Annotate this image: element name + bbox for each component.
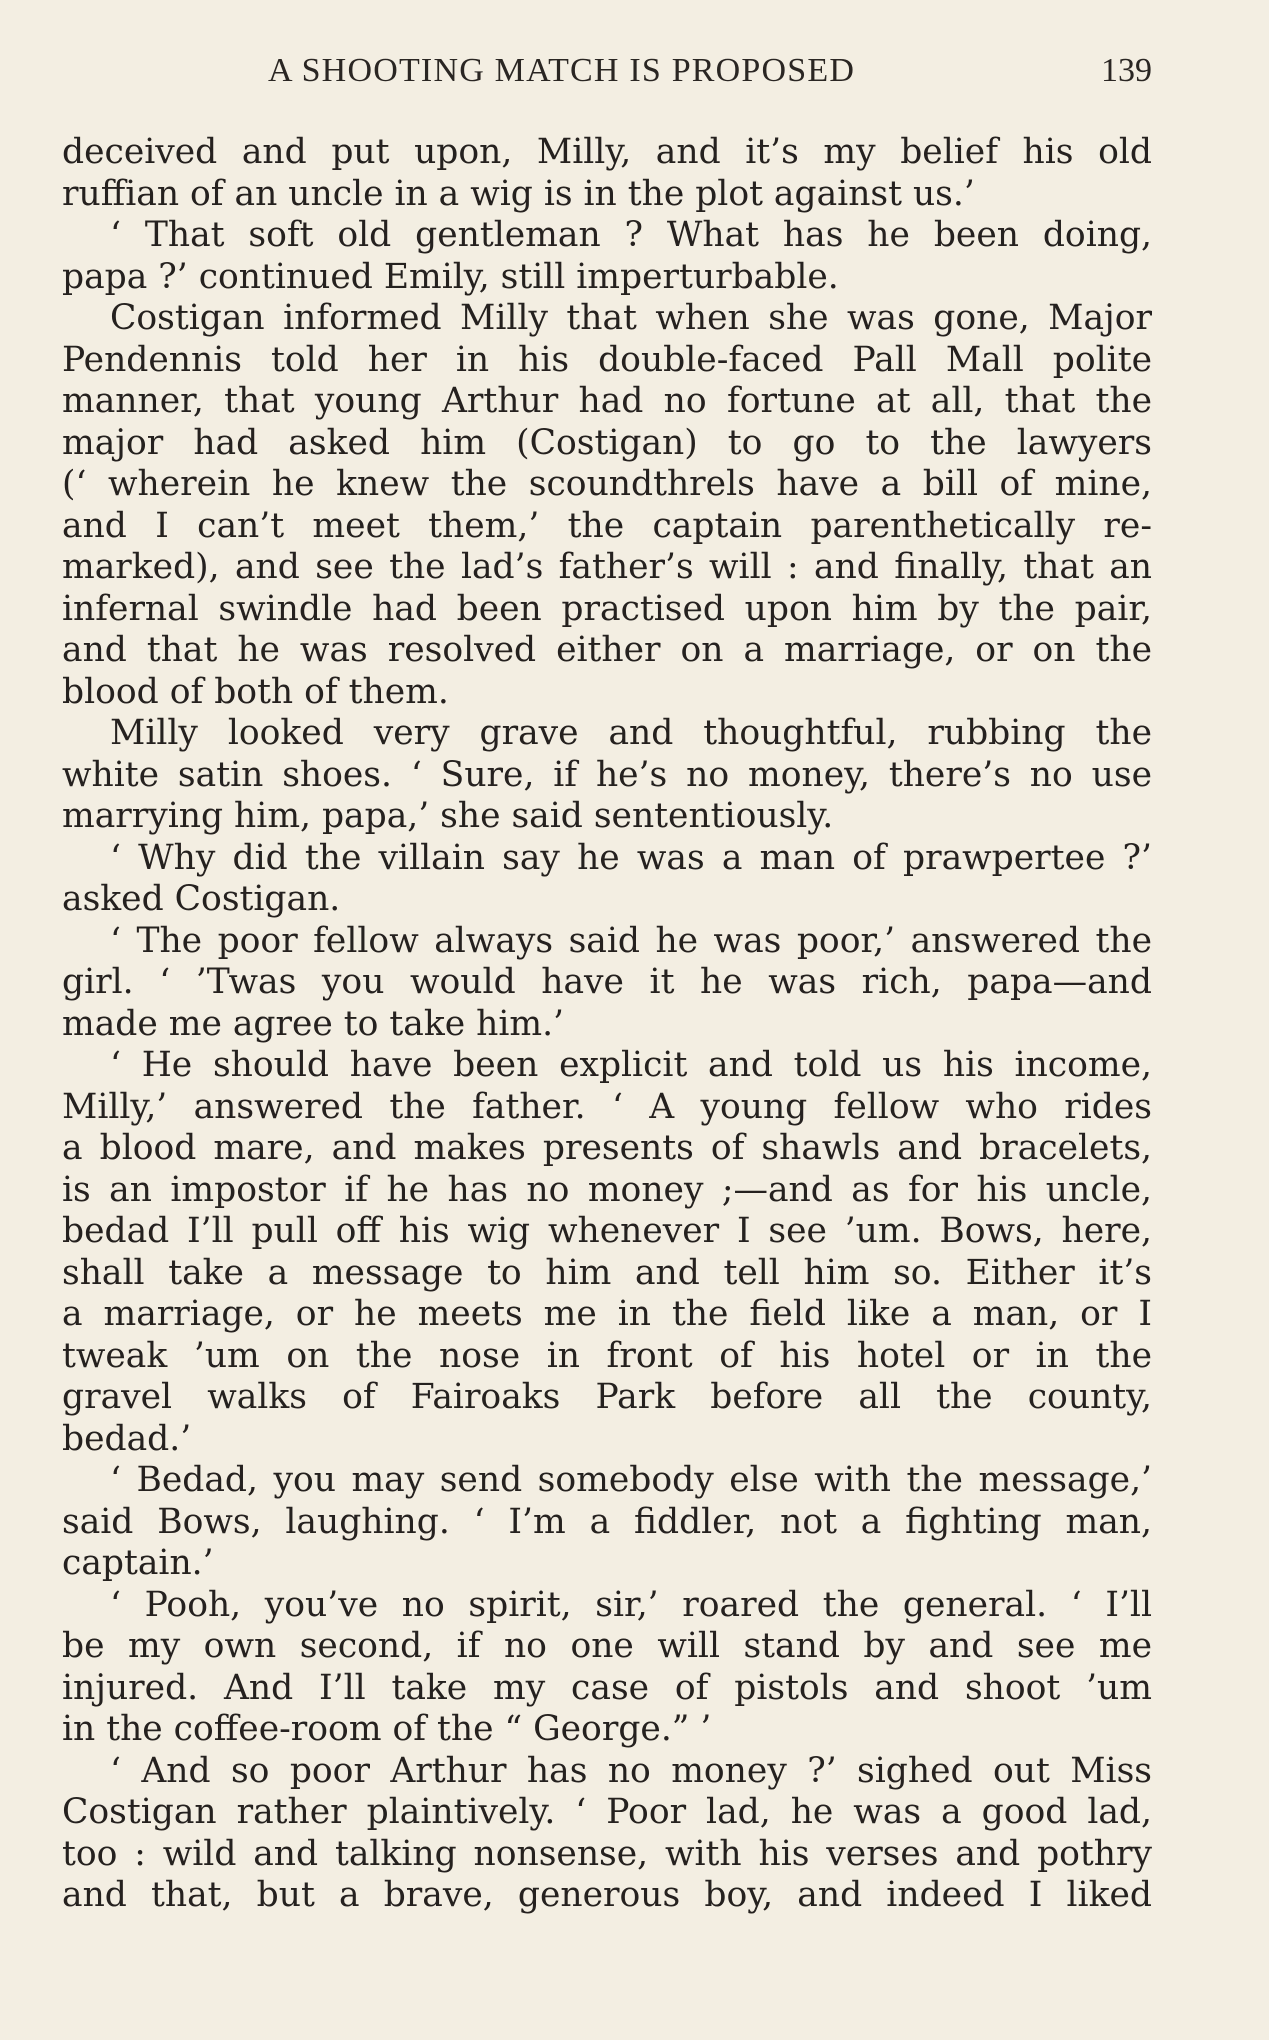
text-line: too : wild and talking nonsense, with his verses and pothry bbox=[62, 1833, 1152, 1874]
text-line: Pendennis told her in his double-faced Pall Mall polite bbox=[62, 339, 1152, 380]
running-title: A SHOOTING MATCH IS PROPOSED bbox=[268, 52, 856, 89]
text-line: Costigan rather plaintively. ‘ Poor lad, he was a good lad, bbox=[62, 1792, 1152, 1832]
text-line: Milly looked very grave and thoughtful, rubbing the bbox=[110, 713, 1152, 753]
text-line: major had asked him (Costigan) to go to the lawyers bbox=[62, 422, 1152, 463]
text-line: blood of both of them. bbox=[62, 671, 449, 712]
body-text bbox=[62, 132, 1152, 1917]
text-line: a blood mare, and makes presents of shawls and bracelets, bbox=[62, 1128, 1152, 1168]
text-line: ‘ He should have been explicit and told us his income, bbox=[110, 1045, 1152, 1085]
text-line: ‘ The poor fellow always said he was poor,’ answered the bbox=[110, 920, 1152, 961]
text-line: in the coffee-room of the “ George.” ’ bbox=[62, 1709, 712, 1749]
text-line: ‘ Pooh, you’ve no spirit, sir,’ roared the general. ‘ I’ll bbox=[110, 1584, 1152, 1625]
text-line: made me agree to take him.’ bbox=[62, 1003, 565, 1044]
text-line: and that he was resolved either on a marriage, or on the bbox=[62, 630, 1152, 670]
text-line: tweak ’um on the nose in front of his hotel or in the bbox=[62, 1335, 1152, 1376]
text-line: deceived and put upon, Milly, and it’s my belief his old bbox=[62, 132, 1152, 172]
text-line: (‘ wherein he knew the scoundthrels have a bill of mine, bbox=[62, 464, 1152, 504]
text-line: ruffian of an uncle in a wig is in the plot against us.’ bbox=[62, 173, 975, 214]
text-line: and I can’t meet them,’ the captain parenthetically re- bbox=[62, 505, 1152, 546]
text-line: bedad.’ bbox=[62, 1418, 192, 1459]
text-line: Costigan informed Milly that when she was gone, Major bbox=[110, 298, 1152, 338]
text-line: asked Costigan. bbox=[62, 879, 341, 919]
text-line: said Bows, laughing. ‘ I’m a fiddler, not a fighting man, bbox=[62, 1501, 1152, 1542]
text-line: a marriage, or he meets me in the field like a man, or I bbox=[62, 1294, 1152, 1334]
text-line: gravel walks of Fairoaks Park before all the county, bbox=[62, 1377, 1152, 1417]
text-line: bedad I’ll pull off his wig whenever I see ’um. Bows, here, bbox=[62, 1211, 1152, 1251]
text-line: girl. ‘ ’Twas you would have it he was rich, papa—and bbox=[62, 962, 1152, 1002]
text-line: manner, that young Arthur had no fortune at all, that the bbox=[62, 381, 1152, 421]
page-number: 139 bbox=[1101, 52, 1152, 89]
text-line: captain.’ bbox=[62, 1543, 214, 1583]
text-line: and that, but a brave, generous boy, and indeed I liked bbox=[62, 1875, 1152, 1915]
text-line: shall take a message to him and tell him so. Either it’s bbox=[62, 1252, 1152, 1293]
text-line: marrying him, papa,’ she said sententiously. bbox=[62, 796, 834, 836]
text-line: infernal swindle had been practised upon him by the pair, bbox=[62, 588, 1152, 629]
text-line: injured. And I’ll take my case of pistols and shoot ’um bbox=[62, 1667, 1152, 1708]
text-line: marked), and see the lad’s father’s will : and finally, that an bbox=[62, 547, 1152, 587]
text-line: ‘ And so poor Arthur has no money ?’ sighed out Miss bbox=[110, 1750, 1152, 1791]
text-line: is an impostor if he has no money ;—and as for his uncle, bbox=[62, 1169, 1152, 1210]
text-line: ‘ Bedad, you may send somebody else with the message,’ bbox=[110, 1460, 1152, 1500]
text-line: ‘ That soft old gentleman ? What has he been doing, bbox=[110, 215, 1152, 255]
text-line: white satin shoes. ‘ Sure, if he’s no money, there’s no use bbox=[62, 754, 1152, 795]
text-line: Milly,’ answered the father. ‘ A young fellow who rides bbox=[62, 1086, 1152, 1127]
text-line: papa ?’ continued Emily, still imperturbable. bbox=[62, 256, 839, 297]
text-line: be my own second, if no one will stand by and see me bbox=[62, 1626, 1152, 1666]
text-line: ‘ Why did the villain say he was a man of prawpertee ?’ bbox=[110, 837, 1152, 878]
page-header bbox=[62, 52, 1152, 104]
